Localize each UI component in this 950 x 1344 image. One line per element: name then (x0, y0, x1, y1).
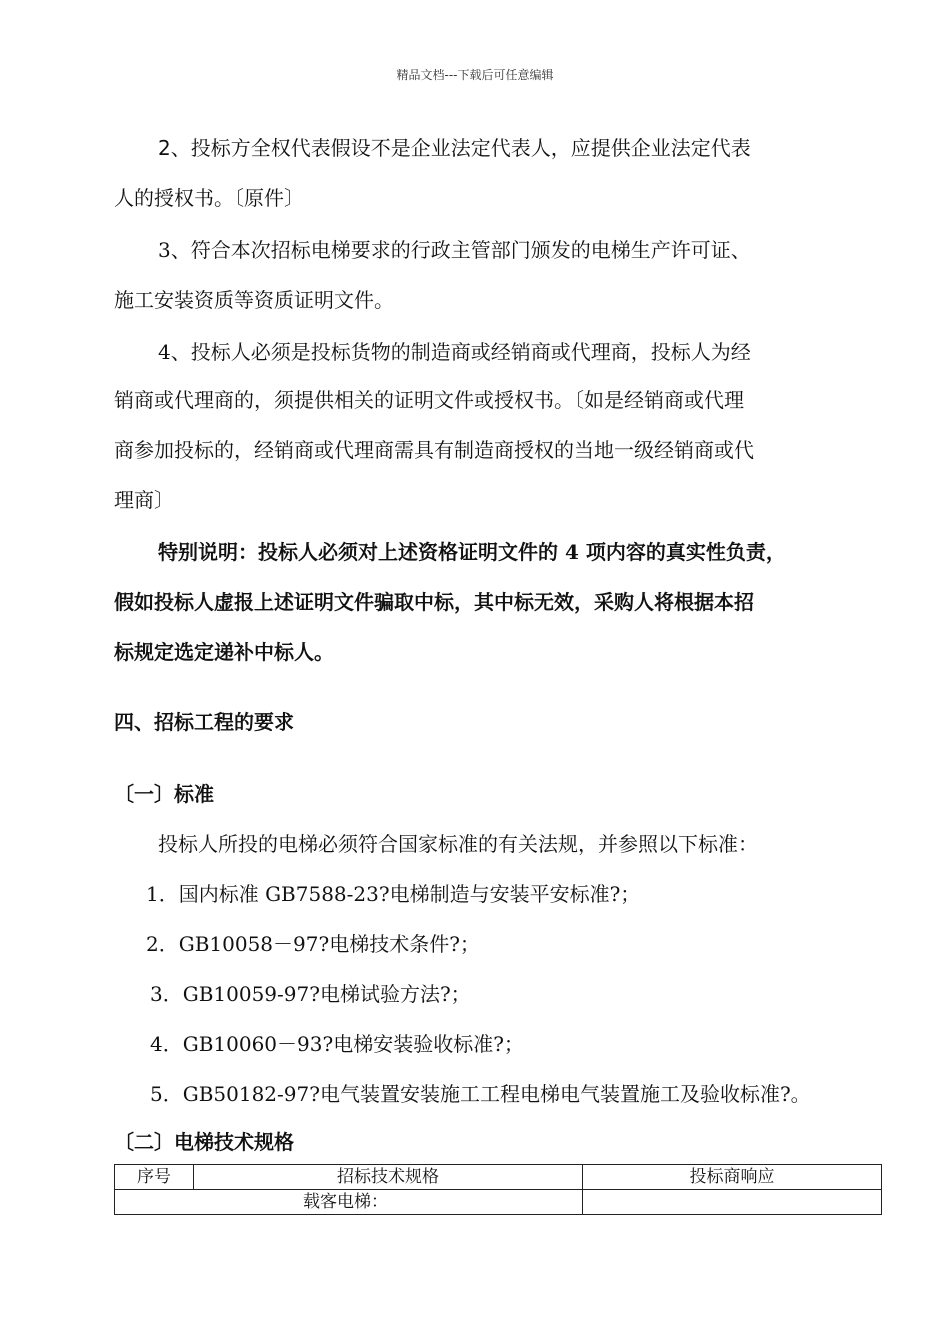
item-3-line-1: 3、符合本次招标电梯要求的行政主管部门颁发的电梯生产许可证、 (158, 238, 751, 262)
item-3-line-2: 施工安装资质等资质证明文件。 (114, 288, 394, 312)
header-cell-response: 投标商响应 (583, 1165, 882, 1190)
standard-item-5: 5．GB50182-97?电气装置安装施工工程电梯电气装置施工及验收标准?。 (150, 1082, 811, 1106)
header-cell-no: 序号 (115, 1165, 194, 1190)
section-4-title: 四、招标工程的要求 (114, 710, 294, 734)
special-note-line-3: 标规定选定递补中标人。 (114, 640, 334, 664)
item-4-line-4: 理商〕 (114, 488, 174, 512)
row-spec-passenger-elevator: 载客电梯： (115, 1190, 583, 1215)
standard-item-2: 2．GB10058－97?电梯技术条件?； (146, 932, 480, 956)
item-4-line-2: 销商或代理商的，须提供相关的证明文件或授权书。〔如是经销商或代理 (114, 388, 744, 412)
subsection-spec-title: 〔二〕电梯技术规格 (114, 1130, 294, 1154)
row-response-cell (583, 1190, 882, 1215)
special-note-line-1: 特别说明：投标人必须对上述资格证明文件的 4 项内容的真实性负责， (158, 540, 786, 564)
header-cell-spec: 招标技术规格 (194, 1165, 583, 1190)
standards-intro: 投标人所投的电梯必须符合国家标准的有关法规，并参照以下标准： (158, 832, 758, 856)
item-2-line-1: 2、投标方全权代表假设不是企业法定代表人，应提供企业法定代表 (158, 136, 751, 160)
item-4-line-1: 4、投标人必须是投标货物的制造商或经销商或代理商，投标人为经 (158, 340, 751, 364)
page-header-note: 精品文档---下载后可任意编辑 (396, 68, 554, 82)
table-row (115, 1190, 882, 1215)
standard-item-4: 4．GB10060－93?电梯安装验收标准?； (150, 1032, 524, 1056)
item-4-line-3: 商参加投标的，经销商或代理商需具有制造商授权的当地一级经销商或代 (114, 438, 754, 462)
special-note-line-2: 假如投标人虚报上述证明文件骗取中标，其中标无效，采购人将根据本招 (114, 590, 754, 614)
standard-item-1: 1．国内标准 GB7588-23?电梯制造与安装平安标准?； (146, 882, 641, 906)
spec-table (114, 1164, 882, 1215)
subsection-standards-title: 〔一〕标准 (114, 782, 214, 806)
item-2-line-2: 人的授权书。〔原件〕 (114, 186, 304, 210)
standard-item-3: 3．GB10059-97?电梯试验方法?； (150, 982, 471, 1006)
table-header-row (115, 1165, 882, 1190)
